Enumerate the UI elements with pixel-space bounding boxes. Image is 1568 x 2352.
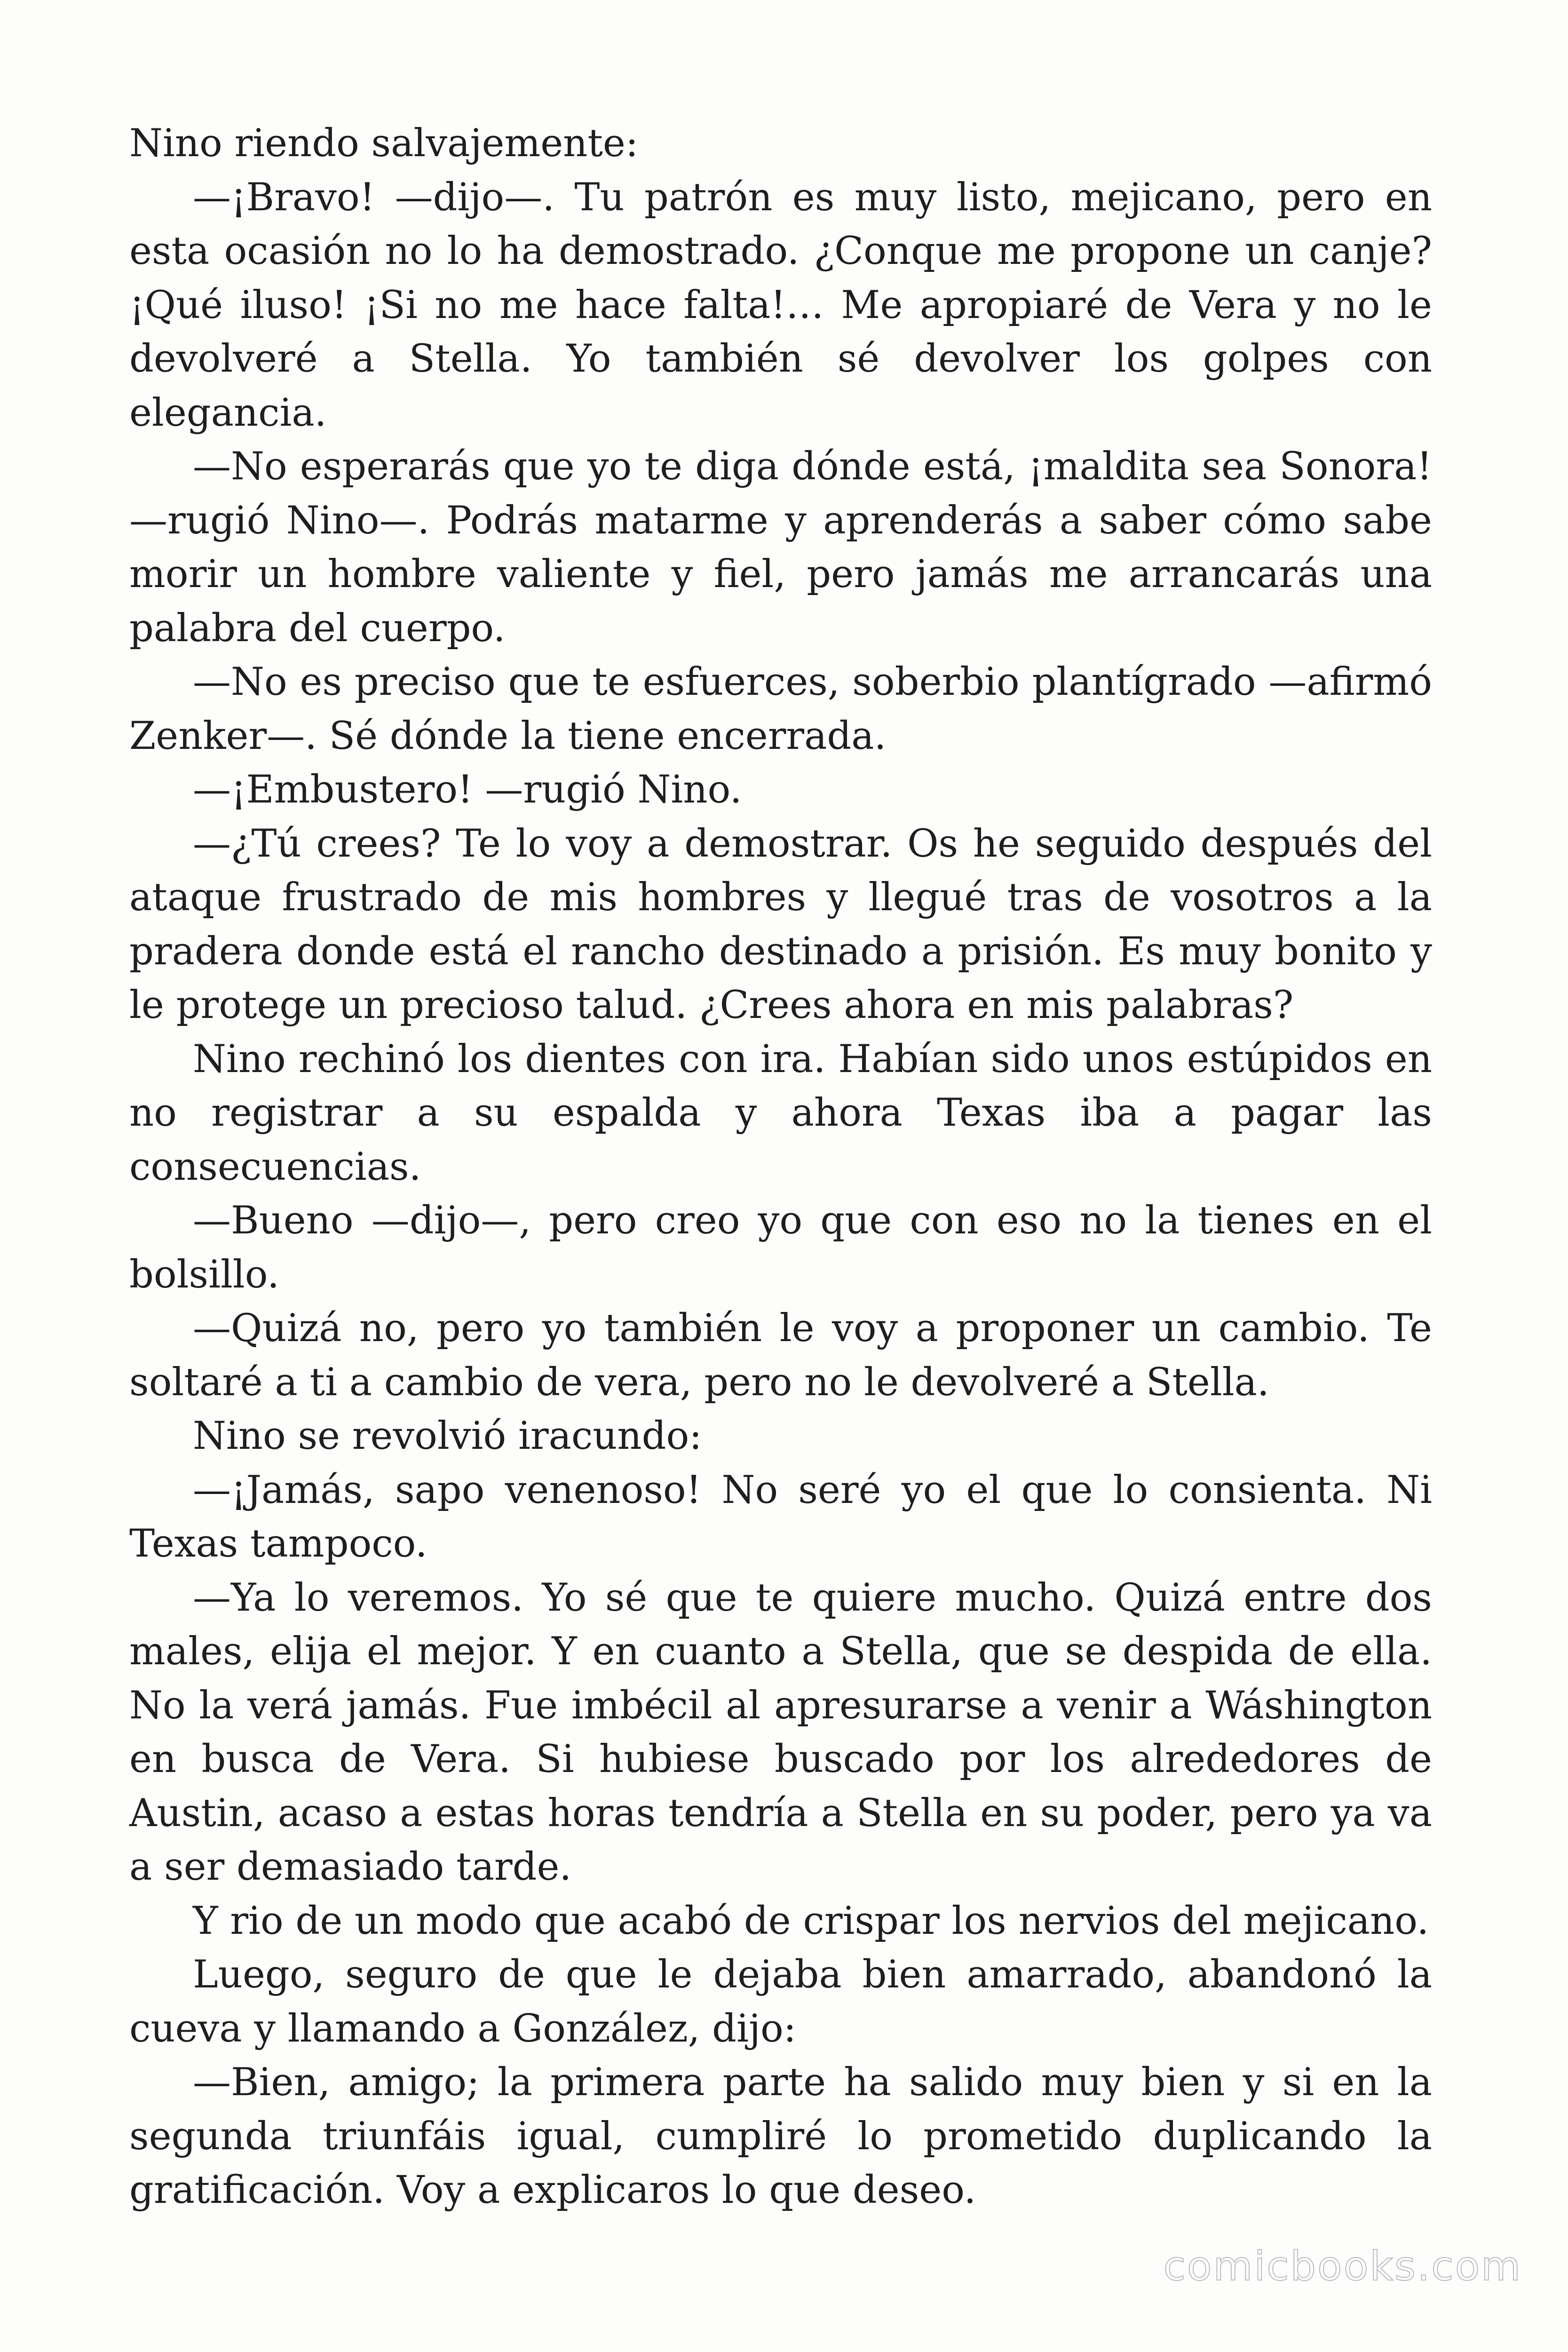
paragraph: Y rio de un modo que acabó de crispar los nervios del mejicano. [193,1899,1429,1943]
paragraph: —Bueno —dijo—, pero creo yo que con eso no la tienes en el bolsillo. [129,1199,1432,1297]
paragraph: —No es preciso que te esfuerces, soberbio plantígrado —afirmó Zenker—. Sé dónde la tiene encerrada. [129,660,1432,758]
paragraph: —¿Tú crees? Te lo voy a demostrar. Os he seguido después del ataque frustrado de mis hombres y llegué tras de vosotros a la pradera donde está el rancho destinado a prisión. Es muy bonito y le protege un precioso talud. ¿Crees ahora en mis palabras? [129,821,1432,1027]
paragraph: —No esperarás que yo te diga dónde está, ¡maldita sea Sonora! —rugió Nino—. Podrás matarme y aprenderás a saber cómo sabe morir un hombre valiente y fiel, pero jamás me arrancarás una palabra del cuerpo. [129,445,1432,651]
paragraph: —¡Jamás, sapo venenoso! No seré yo el que lo consienta. Ni Texas tampoco. [129,1468,1432,1566]
paragraph: —Quizá no, pero yo también le voy a proponer un cambio. Te soltaré a ti a cambio de vera, pero no le devolveré a Stella. [129,1306,1432,1405]
paragraph: —¡Bravo! —dijo—. Tu patrón es muy listo, mejicano, pero en esta ocasión no lo ha demostrado. ¿Conque me propone un canje? ¡Qué iluso! ¡Si no me hace falta!… Me apropiaré de Vera y no le devolveré a Stella. Yo también sé devolver los golpes con elegancia. [129,175,1432,435]
paragraph: Luego, seguro de que le dejaba bien amarrado, abandonó la cueva y llamando a González, dijo: [129,1953,1432,2051]
paragraph: —Ya lo veremos. Yo sé que te quiere mucho. Quizá entre dos males, elija el mejor. Y en cuanto a Stella, que se despida de ella. No la verá jamás. Fue imbécil al apresurarse a venir a Wáshington en busca de Vera. Si hubiese buscado por los alrededores de Austin, acaso a estas horas tendría a Stella en su poder, pero ya va a ser demasiado tarde. [129,1575,1432,1889]
paragraph: Nino riendo salvajemente: [129,121,639,166]
paragraph: —¡Embustero! —rugió Nino. [193,768,742,812]
page-body-text [129,117,1432,2217]
paragraph: Nino se revolvió iracundo: [193,1414,702,1458]
paragraph: —Bien, amigo; la primera parte ha salido muy bien y si en la segunda triunfáis igual, cumpliré lo prometido duplicando la gratificación. Voy a explicaros lo que deseo. [129,2060,1432,2212]
paragraph: Nino rechinó los dientes con ira. Habían sido unos estúpidos en no registrar a su espalda y ahora Texas iba a pagar las consecuencias. [129,1037,1432,1189]
watermark-text: comicbooks.com [1163,2243,1522,2290]
